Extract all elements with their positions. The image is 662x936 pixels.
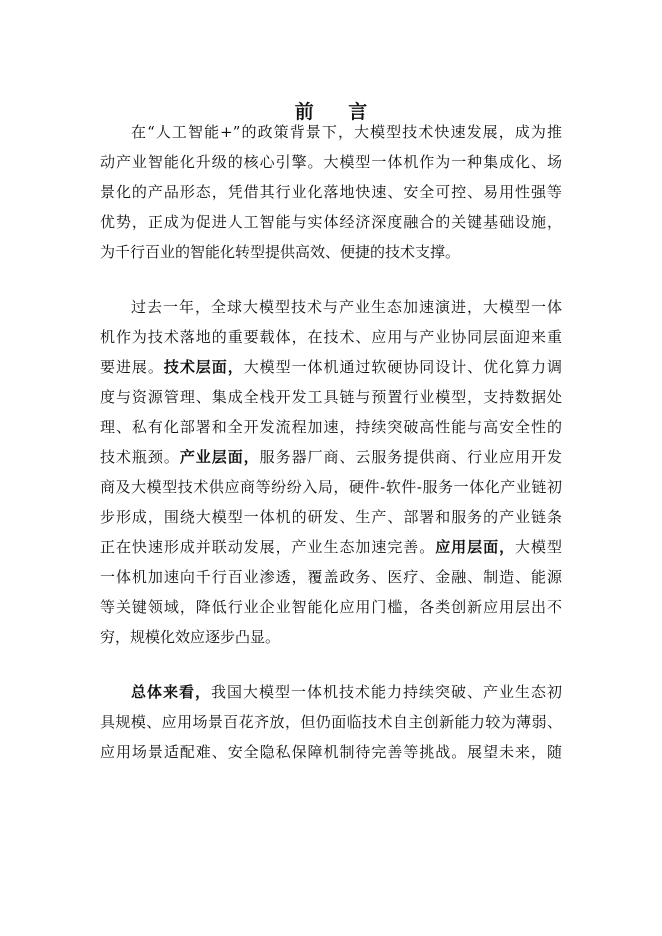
body-text: 为千行百业的智能化转型提供高效、便捷的技术支撑。 [100, 243, 461, 261]
paragraph-2-line-12 [100, 622, 562, 652]
paragraph-1-line-5 [100, 237, 562, 267]
paragraph-3-line-1 [131, 677, 562, 707]
body-text: 穷，规模化效应逐步凸显。 [100, 628, 281, 646]
bold-heading-text: 总体来看， [131, 683, 211, 701]
bold-heading-text: 应用层面， [435, 538, 516, 556]
page-title: 前 言 [294, 101, 382, 123]
paragraph-2-line-1 [131, 292, 562, 322]
body-text: 度与资源管理、集成全栈开发工具链与预置行业模型，支持数据处 [100, 388, 562, 406]
paragraph-2-line-8 [100, 502, 562, 532]
paragraph-2-line-9 [100, 532, 562, 562]
body-text: 具规模、应用场景百花齐放，但仍面临技术自主创新能力较为薄弱、 [100, 713, 562, 731]
body-text: 机作为技术落地的重要载体，在技术、应用与产业协同层面迎来重 [100, 328, 562, 346]
body-text: 步形成，围绕大模型一体机的研发、生产、部署和服务的产业链条 [100, 508, 562, 526]
body-text: 服务器厂商、云服务提供商、行业应用开发 [259, 448, 562, 466]
paragraph-1-line-1 [131, 117, 562, 147]
body-text: 过去一年，全球大模型技术与产业生态加速演进，大模型一体 [131, 298, 562, 316]
paragraph-2-line-4 [100, 382, 562, 412]
body-text: 正在快速形成并联动发展，产业生态加速完善。 [100, 538, 436, 556]
paragraph-1-line-3 [100, 177, 562, 207]
body-text: 一体机加速向千行百业渗透，覆盖政务、医疗、金融、制造、能源 [100, 568, 562, 586]
body-text: 商及大模型技术供应商等纷纷入局，硬件-软件-服务一体化产业链初 [100, 478, 562, 496]
body-text: 理、私有化部署和全开发流程加速，持续突破高性能与高安全性的 [100, 418, 562, 436]
paragraph-3-line-3 [100, 737, 562, 767]
paragraph-2-line-5 [100, 412, 562, 442]
paragraph-3-line-2 [100, 707, 562, 737]
paragraph-2-line-10 [100, 562, 562, 592]
body-text: 动产业智能化升级的核心引擎。大模型一体机作为一种集成化、场 [100, 153, 562, 171]
body-text: 在“人工智能+”的政策背景下，大模型技术快速发展，成为推 [131, 123, 562, 141]
body-text: 等关键领域，降低行业企业智能化应用门槛，各类创新应用层出不 [100, 598, 562, 616]
body-text: 我国大模型一体机技术能力持续突破、产业生态初 [211, 683, 562, 701]
body-text: 应用场景适配难、安全隐私保障机制待完善等挑战。展望未来，随 [100, 743, 562, 761]
paragraph-2-line-2 [100, 322, 562, 352]
body-text: 技术瓶颈。 [100, 448, 180, 466]
paragraph-1-line-4 [100, 207, 562, 237]
body-text: 大模型 [515, 538, 562, 556]
body-text: 景化的产品形态，凭借其行业化落地快速、安全可控、易用性强等 [100, 183, 562, 201]
paragraph-2-line-11 [100, 592, 562, 622]
paragraph-2-line-3 [100, 352, 562, 382]
paragraph-2-line-7 [100, 472, 562, 502]
body-text: 要进展。 [100, 358, 164, 376]
paragraph-2-line-6 [100, 442, 562, 472]
bold-heading-text: 产业层面， [179, 448, 260, 466]
bold-heading-text: 技术层面， [163, 358, 244, 376]
paragraph-1-line-2 [100, 147, 562, 177]
body-text: 大模型一体机通过软硬协同设计、优化算力调 [243, 358, 562, 376]
body-text: 优势，正成为促进人工智能与实体经济深度融合的关键基础设施， [100, 213, 562, 231]
